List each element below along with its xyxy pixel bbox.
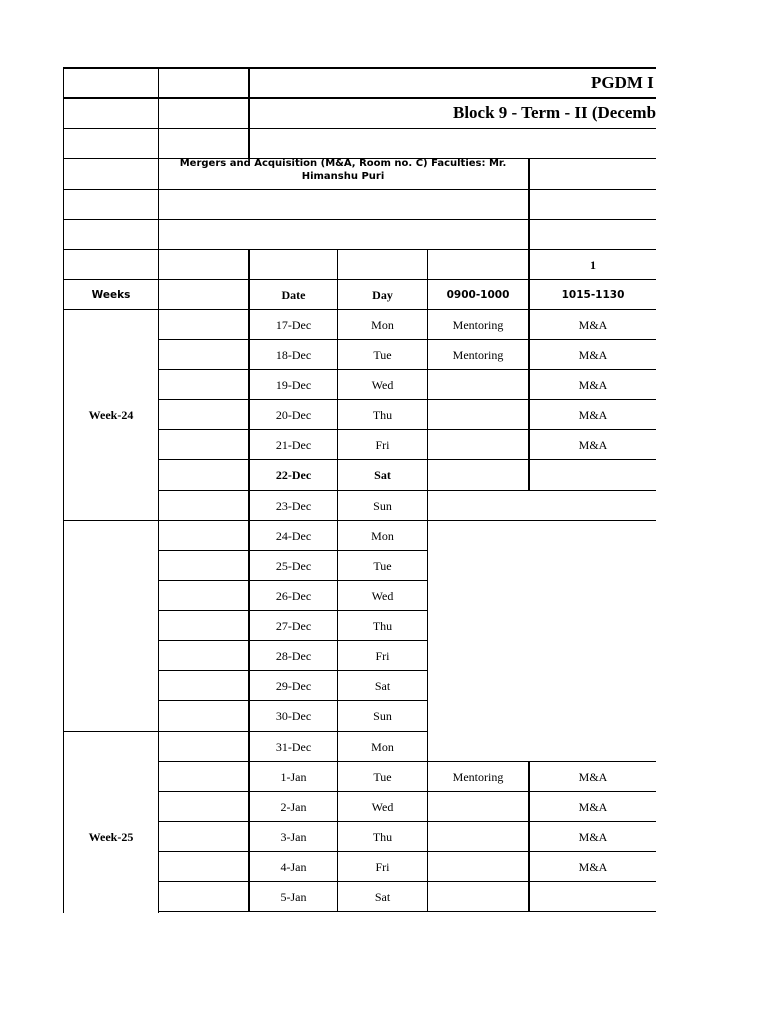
- cell-slot1: Mentoring: [452, 317, 504, 332]
- cell-slot1: [428, 460, 528, 489]
- week-label: Week-25: [88, 830, 134, 844]
- grid-line: [158, 67, 159, 913]
- cell-slot2: M&A: [578, 317, 608, 332]
- cell-slot2: M&A: [578, 377, 608, 392]
- cell-slot2: [530, 701, 656, 730]
- cell-slot2: [530, 671, 656, 700]
- column-header-weeks: Weeks: [91, 288, 131, 301]
- cell-date: 5-Jan: [280, 889, 307, 904]
- cell-date: 29-Dec: [275, 678, 312, 693]
- grid-line: [63, 189, 656, 190]
- grid-line: [63, 219, 656, 220]
- cell-slot2: [530, 491, 656, 520]
- column-header-slot2: 1015-1130: [561, 288, 625, 301]
- cell-slot2: [530, 882, 656, 911]
- week-label: Week-24: [88, 408, 134, 422]
- cell-slot1: [428, 882, 528, 911]
- cell-date: 31-Dec: [275, 739, 312, 754]
- cell-slot1: [428, 521, 528, 550]
- cell-date: 20-Dec: [275, 407, 312, 422]
- cell-slot1: Mentoring: [452, 347, 504, 362]
- cell-slot1: [428, 671, 528, 700]
- cell-day: Fri: [375, 437, 390, 452]
- cell-date: 26-Dec: [275, 588, 312, 603]
- cell-day: Thu: [372, 618, 393, 633]
- cell-slot2: M&A: [578, 769, 608, 784]
- grid-line: [248, 67, 250, 159]
- cell-day: Tue: [373, 769, 392, 784]
- cell-date: 4-Jan: [280, 859, 307, 874]
- cell-day: Mon: [371, 739, 394, 754]
- cell-slot1: [428, 581, 528, 610]
- cell-slot2: M&A: [578, 799, 608, 814]
- cell-day: Sat: [374, 467, 391, 482]
- cell-slot2: [530, 732, 656, 761]
- cell-slot2: [530, 551, 656, 580]
- cell-slot1: [428, 701, 528, 730]
- cell-day: Fri: [375, 859, 390, 874]
- cell-day: Sun: [373, 498, 392, 513]
- cell-day: Sat: [374, 678, 391, 693]
- cell-slot1: [428, 370, 528, 399]
- cell-slot1: [428, 792, 528, 821]
- cell-date: 2-Jan: [280, 799, 307, 814]
- cell-day: Wed: [371, 799, 394, 814]
- cell-slot2: M&A: [578, 859, 608, 874]
- cell-date: 18-Dec: [275, 347, 312, 362]
- cell-day: Thu: [372, 829, 393, 844]
- cell-slot1: [428, 611, 528, 640]
- cell-day: Wed: [371, 377, 394, 392]
- cell-slot1: [428, 852, 528, 881]
- cell-slot1: [428, 732, 528, 761]
- cell-date: 24-Dec: [275, 528, 312, 543]
- cell-slot1: [428, 491, 528, 520]
- course-info: Mergers and Acquisition (M&A, Room no. C) Faculties: Mr. Himanshu Puri: [179, 158, 507, 182]
- cell-slot1: [428, 400, 528, 429]
- cell-date: 3-Jan: [280, 829, 307, 844]
- cell-date: 25-Dec: [275, 558, 312, 573]
- column-header-day: Day: [372, 287, 393, 302]
- grid-line: [159, 911, 656, 912]
- cell-day: Mon: [371, 528, 394, 543]
- cell-day: Sat: [374, 889, 391, 904]
- cell-slot1: [428, 822, 528, 851]
- slot-number: 1: [590, 257, 596, 272]
- cell-day: Tue: [373, 347, 392, 362]
- cell-day: Mon: [371, 317, 394, 332]
- cell-day: Tue: [373, 558, 392, 573]
- cell-slot1: [428, 641, 528, 670]
- page-title: PGDM I: [591, 73, 654, 92]
- page-subtitle: Block 9 - Term - II (Decemb: [453, 103, 657, 122]
- grid-line: [63, 67, 656, 69]
- cell-date: 30-Dec: [275, 708, 312, 723]
- cell-day: Fri: [375, 648, 390, 663]
- cell-date: 1-Jan: [280, 769, 307, 784]
- cell-date: 27-Dec: [275, 618, 312, 633]
- cell-slot2: M&A: [578, 347, 608, 362]
- cell-slot2: [530, 581, 656, 610]
- grid-line: [63, 128, 656, 129]
- cell-slot1: Mentoring: [452, 769, 504, 784]
- cell-day: Sun: [373, 708, 392, 723]
- cell-slot2: [530, 521, 656, 550]
- column-header-date: Date: [281, 287, 306, 302]
- cell-slot2: [530, 611, 656, 640]
- cell-date: 22-Dec: [275, 467, 312, 482]
- cell-date: 17-Dec: [275, 317, 312, 332]
- cell-date: 23-Dec: [275, 498, 312, 513]
- cell-day: Thu: [372, 407, 393, 422]
- cell-date: 28-Dec: [275, 648, 312, 663]
- cell-slot1: [428, 551, 528, 580]
- cell-slot2: M&A: [578, 829, 608, 844]
- cell-slot2: M&A: [578, 407, 608, 422]
- cell-date: 21-Dec: [275, 437, 312, 452]
- cell-slot1: [428, 430, 528, 459]
- cell-day: Wed: [371, 588, 394, 603]
- cell-slot2: M&A: [578, 437, 608, 452]
- column-header-slot1: 0900-1000: [446, 288, 510, 301]
- cell-slot2: [530, 460, 656, 489]
- cell-slot2: [530, 641, 656, 670]
- cell-date: 19-Dec: [275, 377, 312, 392]
